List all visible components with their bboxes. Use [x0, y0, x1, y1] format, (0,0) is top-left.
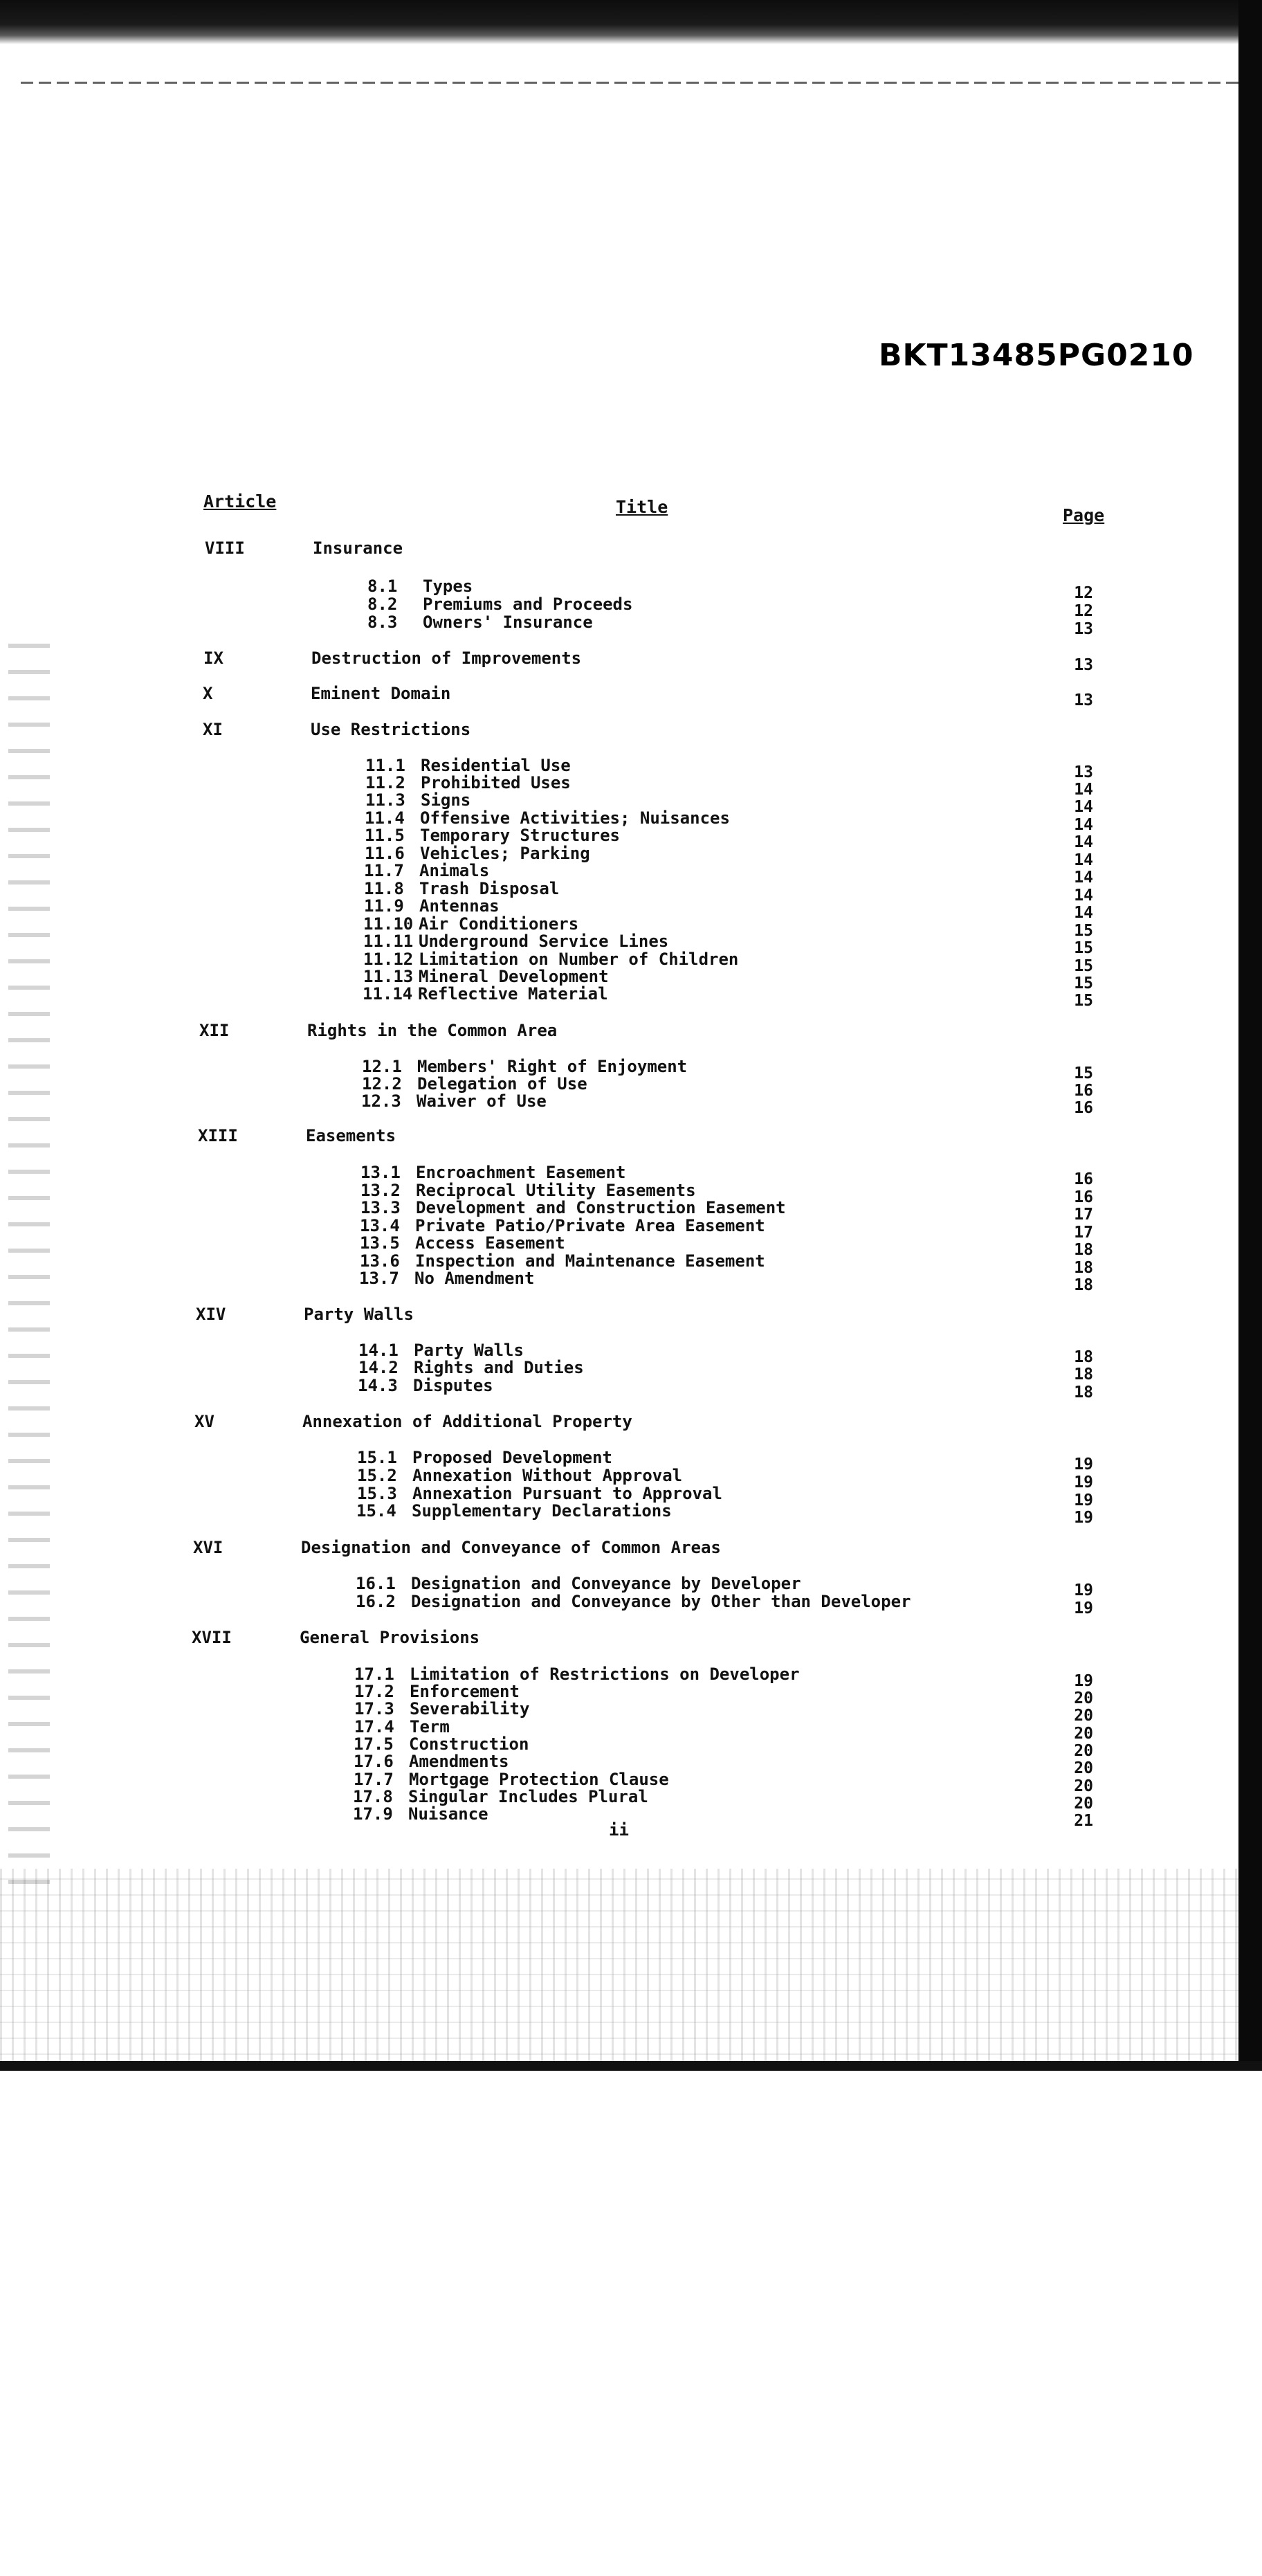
section-number: 8.1 — [367, 577, 398, 596]
section-title: Singular Includes Plural — [408, 1787, 648, 1806]
page-reference: 17 — [1074, 1206, 1093, 1224]
section-number: 13.4 — [360, 1216, 400, 1235]
page-reference: 19 — [1074, 1455, 1093, 1473]
section-title: Owners' Insurance — [423, 613, 593, 632]
page-reference: 16 — [1074, 1188, 1093, 1206]
section-number: 17.2 — [354, 1682, 394, 1701]
section-entry — [365, 756, 571, 775]
section-title: Term — [410, 1717, 450, 1736]
section-title: Members' Right of Enjoyment — [417, 1057, 688, 1076]
section-entry — [367, 613, 593, 632]
page-reference: 15 — [1074, 992, 1093, 1010]
page-reference: 19 — [1074, 1491, 1093, 1509]
section-number: 12.3 — [361, 1091, 401, 1111]
section-title: Signs — [421, 790, 471, 810]
page-reference: 14 — [1074, 781, 1093, 799]
section-entry — [354, 1665, 800, 1684]
section-title: Party Walls — [414, 1341, 524, 1360]
section-number: 11.8 — [364, 879, 404, 898]
section-entry — [367, 577, 473, 596]
page-reference: 12 — [1074, 584, 1093, 602]
section-title: Delegation of Use — [417, 1074, 587, 1094]
section-entry — [363, 984, 608, 1004]
article-number: XVII — [192, 1628, 232, 1647]
section-title: Designation and Conveyance by Developer — [411, 1574, 801, 1593]
section-title: Annexation Pursuant to Approval — [412, 1484, 722, 1503]
section-title: Mortgage Protection Clause — [409, 1770, 669, 1789]
page-reference: 15 — [1074, 974, 1093, 992]
section-entry — [354, 1682, 520, 1701]
section-title: Underground Service Lines — [419, 932, 669, 951]
section-number: 12.1 — [362, 1057, 402, 1076]
section-entry — [360, 1216, 765, 1235]
page-reference: 20 — [1074, 1725, 1093, 1743]
article-title: General Provisions — [300, 1628, 480, 1647]
section-title: Supplementary Declarations — [412, 1501, 672, 1521]
page-reference: 14 — [1074, 904, 1093, 922]
page-reference: 20 — [1074, 1742, 1093, 1760]
section-number: 17.5 — [354, 1734, 394, 1754]
page-reference: 20 — [1074, 1777, 1093, 1795]
section-number: 17.6 — [354, 1752, 394, 1771]
section-entry — [354, 1717, 450, 1736]
section-entry — [364, 879, 559, 898]
page-reference: 20 — [1074, 1689, 1093, 1707]
section-number: 11.12 — [363, 950, 414, 969]
page-reference: 15 — [1074, 1064, 1093, 1082]
article-title: Use Restrictions — [311, 720, 471, 739]
page-reference: 18 — [1074, 1276, 1093, 1294]
section-number: 16.2 — [356, 1592, 396, 1611]
page-reference: 14 — [1074, 887, 1093, 905]
section-title: Antennas — [419, 896, 500, 916]
page-reference: 15 — [1074, 957, 1093, 975]
article-title: Easements — [306, 1126, 396, 1145]
section-title: Proposed Development — [412, 1448, 612, 1467]
page-reference: 16 — [1074, 1170, 1093, 1188]
section-entry — [354, 1770, 669, 1789]
section-entry — [357, 1448, 612, 1467]
page-reference: 18 — [1074, 1241, 1093, 1259]
section-title: Prohibited Uses — [421, 773, 571, 792]
article-title: Party Walls — [304, 1305, 414, 1324]
section-entry — [360, 1233, 565, 1253]
section-title: Enforcement — [410, 1682, 520, 1701]
page-reference: 18 — [1074, 1348, 1093, 1366]
section-entry — [365, 808, 730, 828]
section-entry — [363, 914, 578, 934]
section-title: Types — [423, 577, 473, 596]
section-title: Private Patio/Private Area Easement — [415, 1216, 765, 1235]
section-entry — [365, 844, 590, 863]
page-reference: 20 — [1074, 1707, 1093, 1725]
section-title: Air Conditioners — [419, 914, 579, 934]
section-number: 15.2 — [357, 1466, 397, 1485]
article-number: XVI — [193, 1538, 223, 1557]
section-title: Amendments — [409, 1752, 509, 1771]
article-title: Annexation of Additional Property — [302, 1412, 632, 1431]
section-entry — [360, 1251, 765, 1271]
section-title: Reciprocal Utility Easements — [416, 1181, 696, 1200]
section-entry — [357, 1466, 682, 1485]
section-number: 11.11 — [363, 932, 414, 951]
section-entry — [356, 1574, 801, 1593]
section-number: 8.2 — [367, 595, 398, 614]
section-number: 11.2 — [365, 773, 405, 792]
page-reference: 20 — [1074, 1795, 1093, 1813]
column-header-article: Article — [203, 491, 277, 511]
section-number: 11.14 — [363, 984, 413, 1004]
section-entry — [360, 1198, 786, 1217]
article-title: Eminent Domain — [311, 684, 451, 703]
section-title: Annexation Without Approval — [412, 1466, 683, 1485]
section-title: Designation and Conveyance by Other than Developer — [411, 1592, 911, 1611]
page-reference: 18 — [1074, 1366, 1093, 1384]
section-number: 11.13 — [363, 967, 414, 986]
article-number: XII — [199, 1021, 230, 1040]
section-number: 16.1 — [356, 1574, 396, 1593]
page-reference: 14 — [1074, 851, 1093, 869]
section-number: 17.7 — [354, 1770, 394, 1789]
section-title: Development and Construction Easement — [416, 1198, 786, 1217]
section-entry — [354, 1734, 529, 1754]
section-number: 11.1 — [365, 756, 405, 775]
column-header-title: Title — [616, 497, 668, 517]
page-reference: 13 — [1074, 691, 1093, 709]
section-entry — [354, 1752, 509, 1771]
section-number: 11.9 — [364, 896, 404, 916]
page-reference: 16 — [1074, 1099, 1093, 1117]
section-number: 11.4 — [365, 808, 405, 828]
article-title: Destruction of Improvements — [311, 648, 582, 668]
page-reference: 14 — [1074, 798, 1093, 816]
section-number: 17.3 — [354, 1699, 394, 1718]
section-number: 11.3 — [365, 790, 405, 810]
section-title: Trash Disposal — [419, 879, 560, 898]
section-title: Animals — [419, 861, 490, 880]
section-title: Offensive Activities; Nuisances — [420, 808, 730, 828]
page-reference: 16 — [1074, 1082, 1093, 1100]
page-reference: 19 — [1074, 1599, 1093, 1617]
section-entry — [353, 1787, 648, 1806]
section-title: No Amendment — [414, 1269, 535, 1288]
page-reference: 13 — [1074, 656, 1093, 674]
section-title: Disputes — [413, 1376, 493, 1395]
page-reference: 21 — [1074, 1812, 1093, 1830]
section-number: 15.3 — [357, 1484, 397, 1503]
section-number: 8.3 — [367, 613, 398, 632]
page-reference: 14 — [1074, 816, 1093, 834]
page-reference: 18 — [1074, 1259, 1093, 1277]
section-title: Severability — [410, 1699, 530, 1718]
section-entry — [356, 1592, 911, 1611]
article-number: XI — [203, 720, 223, 739]
section-entry — [358, 1376, 493, 1395]
section-title: Mineral Development — [419, 967, 609, 986]
article-number: IX — [203, 648, 223, 668]
page-reference: 14 — [1074, 833, 1093, 851]
section-number: 17.9 — [353, 1804, 393, 1824]
section-number: 13.6 — [360, 1251, 400, 1271]
page-reference: 13 — [1074, 763, 1093, 781]
page-reference: 18 — [1074, 1384, 1093, 1402]
section-entry — [364, 896, 500, 916]
section-number: 14.2 — [358, 1358, 399, 1377]
article-title: Rights in the Common Area — [307, 1021, 558, 1040]
section-title: Encroachment Easement — [416, 1163, 626, 1182]
section-number: 13.1 — [360, 1163, 401, 1182]
section-entry — [367, 595, 632, 614]
article-number: XIII — [198, 1126, 238, 1145]
article-number: VIII — [205, 538, 245, 558]
section-title: Premiums and Proceeds — [423, 595, 633, 614]
section-title: Limitation of Restrictions on Developer — [410, 1665, 800, 1684]
section-title: Construction — [409, 1734, 529, 1754]
page-number-footer: ii — [609, 1820, 629, 1840]
section-title: Waiver of Use — [417, 1091, 547, 1111]
section-number: 15.4 — [356, 1501, 396, 1521]
section-entry — [363, 932, 668, 951]
page-reference: 19 — [1074, 1672, 1093, 1690]
section-entry — [359, 1269, 534, 1288]
section-number: 11.7 — [364, 861, 404, 880]
section-entry — [365, 773, 571, 792]
section-number: 12.2 — [362, 1074, 402, 1094]
section-title: Limitation on Number of Children — [419, 950, 739, 969]
article-number: XV — [194, 1412, 214, 1431]
recording-number: BKT13485PG0210 — [879, 338, 1194, 373]
section-title: Inspection and Maintenance Easement — [415, 1251, 765, 1271]
column-header-page: Page — [1063, 505, 1105, 525]
section-title: Nuisance — [408, 1804, 488, 1824]
section-entry — [365, 826, 620, 845]
page-reference: 13 — [1074, 620, 1093, 638]
article-title: Insurance — [313, 538, 403, 558]
section-title: Rights and Duties — [414, 1358, 584, 1377]
section-number: 13.2 — [360, 1181, 401, 1200]
page-reference: 15 — [1074, 939, 1093, 957]
section-entry — [358, 1358, 584, 1377]
section-number: 14.3 — [358, 1376, 398, 1395]
section-number: 14.1 — [358, 1341, 399, 1360]
section-number: 13.3 — [360, 1198, 401, 1217]
section-number: 11.6 — [365, 844, 405, 863]
section-entry — [361, 1091, 547, 1111]
section-entry — [353, 1804, 488, 1824]
section-number: 11.5 — [365, 826, 405, 845]
section-title: Residential Use — [421, 756, 571, 775]
section-entry — [363, 967, 609, 986]
page-reference: 15 — [1074, 922, 1093, 940]
section-entry — [356, 1501, 672, 1521]
section-title: Reflective Material — [418, 984, 608, 1004]
section-number: 13.5 — [360, 1233, 400, 1253]
section-number: 15.1 — [357, 1448, 397, 1467]
section-entry — [364, 861, 489, 880]
section-entry — [365, 790, 470, 810]
article-number: X — [203, 684, 213, 703]
article-title: Designation and Conveyance of Common Areas — [301, 1538, 721, 1557]
section-title: Temporary Structures — [420, 826, 620, 845]
page-reference: 19 — [1074, 1509, 1093, 1527]
page-reference: 20 — [1074, 1759, 1093, 1777]
section-entry — [362, 1074, 587, 1094]
section-entry — [354, 1699, 529, 1718]
section-entry — [360, 1163, 625, 1182]
section-number: 13.7 — [359, 1269, 399, 1288]
section-entry — [357, 1484, 722, 1503]
page-reference: 12 — [1074, 602, 1093, 620]
section-entry — [360, 1181, 696, 1200]
section-title: Access Easement — [415, 1233, 565, 1253]
page-reference: 19 — [1074, 1581, 1093, 1599]
section-entry — [363, 950, 738, 969]
section-number: 11.10 — [363, 914, 414, 934]
page-reference: 19 — [1074, 1473, 1093, 1491]
section-number: 17.8 — [353, 1787, 393, 1806]
page-reference: 17 — [1074, 1224, 1093, 1242]
section-title: Vehicles; Parking — [420, 844, 590, 863]
article-number: XIV — [196, 1305, 226, 1324]
page-reference: 14 — [1074, 869, 1093, 887]
section-entry — [358, 1341, 524, 1360]
section-number: 17.4 — [354, 1717, 394, 1736]
section-entry — [362, 1057, 687, 1076]
section-number: 17.1 — [354, 1665, 394, 1684]
